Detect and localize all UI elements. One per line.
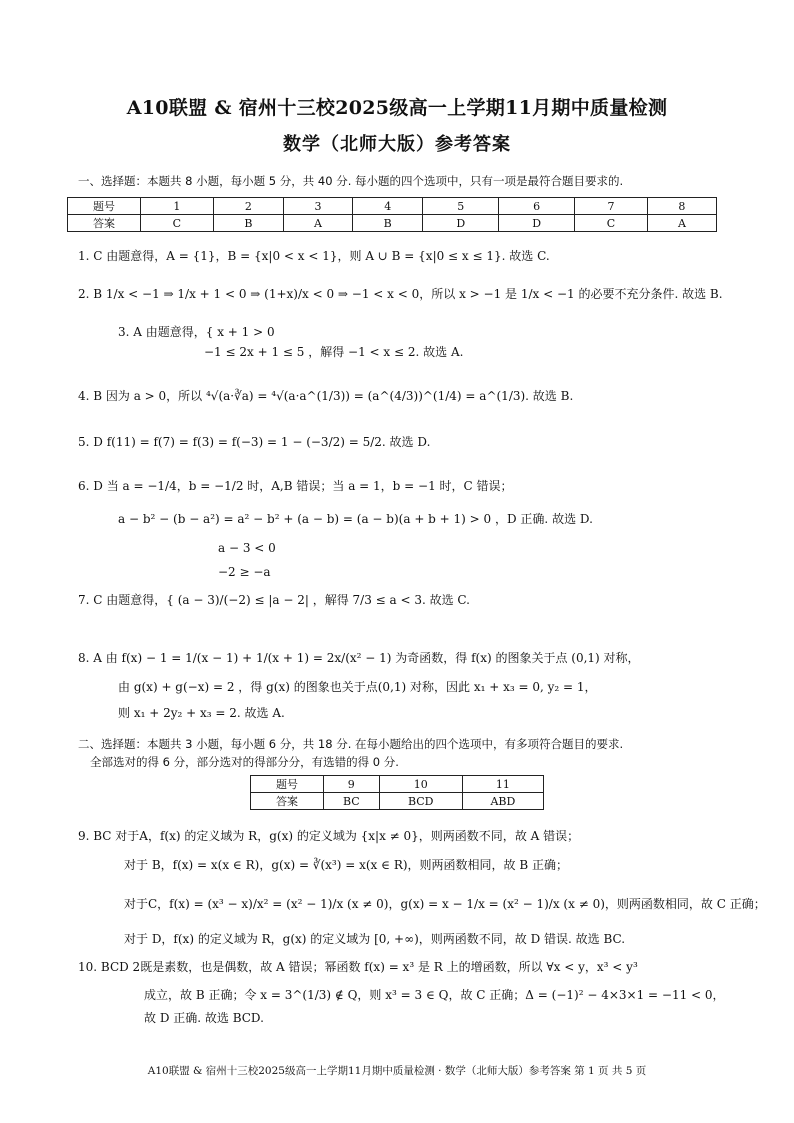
table-cell: A xyxy=(647,215,716,232)
table-cell: A xyxy=(283,215,352,232)
table-row xyxy=(68,215,717,232)
solution-9-line4: 对于 D，f(x) 的定义域为 R，g(x) 的定义域为 [0, +∞)，则两函数不同，故 D 错误. 故选 BC. xyxy=(124,932,626,946)
table-cell: 5 xyxy=(423,198,499,215)
solution-7-line3: 7. C 由题意得，{ (a − 3)/(−2) ≤ |a − 2| ，解得 7/3 ≤ a < 3. 故选 C. xyxy=(78,593,470,607)
page-footer: A10联盟 & 宿州十三校2025级高一上学期11月期中质量检测 · 数学（北师大版）参考答案 第 1 页 共 5 页 xyxy=(147,1065,647,1077)
answer-table-2 xyxy=(250,775,544,810)
solution-9-line2: 对于 B，f(x) = x(x ∈ R)，g(x) = ∛(x³) = x(x ∈ R)，则两函数相同，故 B 正确； xyxy=(124,858,568,872)
table-cell: BCD xyxy=(379,793,462,810)
table-cell: B xyxy=(213,215,283,232)
section1-heading: 一、选择题：本题共 8 小题，每小题 5 分，共 40 分. 每小题的四个选项中，只有一项是最符合题目要求的. xyxy=(78,174,624,188)
solution-3-line1: 3. A 由题意得，{ x + 1 > 0 xyxy=(118,325,275,339)
solution-8-line3: 则 x₁ + 2y₂ + x₃ = 2. 故选 A. xyxy=(118,706,285,720)
section2-subheading: 全部选对的得 6 分，部分选对的得部分分，有选错的得 0 分. xyxy=(90,755,399,769)
table-cell: 9 xyxy=(324,776,380,793)
solution-1: 1. C 由题意得，A = {1}，B = {x|0 < x < 1}，则 A ∪ B = {x|0 ≤ x ≤ 1}. 故选 C. xyxy=(78,249,550,263)
table-cell: 8 xyxy=(647,198,716,215)
table-row xyxy=(68,198,717,215)
table-cell: 2 xyxy=(213,198,283,215)
solution-10-line2: 成立，故 B 正确；令 x = 3^(1/3) ∉ Q，则 x³ = 3 ∈ Q，故 C 正确；Δ = (−1)² − 4×3×1 = −11 < 0， xyxy=(144,988,725,1002)
table-cell: 3 xyxy=(283,198,352,215)
table-row-label: 答案 xyxy=(68,215,141,232)
page-title: A10联盟 & 宿州十三校2025级高一上学期11月期中质量检测 xyxy=(126,97,668,119)
table-row-label: 题号 xyxy=(68,198,141,215)
section2-heading: 二、选择题：本题共 3 小题，每小题 6 分，共 18 分. 在每小题给出的四个选项中，有多项符合题目的要求. xyxy=(78,737,624,751)
solution-9-line1: 9. BC 对于A，f(x) 的定义域为 R，g(x) 的定义域为 {x|x ≠ 0}，则两函数不同，故 A 错误； xyxy=(78,829,580,843)
table-cell: D xyxy=(423,215,499,232)
table-cell: C xyxy=(575,215,648,232)
page-subtitle: 数学（北师大版）参考答案 xyxy=(283,134,511,155)
solution-3-line2: −1 ≤ 2x + 1 ≤ 5 ，解得 −1 < x ≤ 2. 故选 A. xyxy=(204,345,464,359)
solution-8-line1: 8. A 由 f(x) − 1 = 1/(x − 1) + 1/(x + 1) = 2x/(x² − 1) 为奇函数，得 f(x) 的图象关于点 (0,1) 对称， xyxy=(78,651,640,665)
table-cell: 7 xyxy=(575,198,648,215)
table-cell: 6 xyxy=(499,198,575,215)
table-row xyxy=(251,776,544,793)
table-cell: D xyxy=(499,215,575,232)
solution-10-line1: 10. BCD 2既是素数，也是偶数，故 A 错误；幂函数 f(x) = x³ 是 R 上的增函数，所以 ∀x < y，x³ < y³ xyxy=(78,960,638,974)
table-cell: B xyxy=(353,215,423,232)
solution-5: 5. D f(11) = f(7) = f(3) = f(−3) = 1 − (−3/2) = 5/2. 故选 D. xyxy=(78,435,431,449)
solution-2: 2. B 1/x < −1 ⇒ 1/x + 1 < 0 ⇒ (1+x)/x < 0 ⇒ −1 < x < 0，所以 x > −1 是 1/x < −1 的必要不充分条件. 故选 B. xyxy=(78,287,723,301)
solution-4: 4. B 因为 a > 0，所以 ⁴√(a·∛a) = ⁴√(a·a^(1/3)) = (a^(4/3))^(1/4) = a^(1/3). 故选 B. xyxy=(78,389,574,403)
solution-6-line2: a − b² − (b − a²) = a² − b² + (a − b) = (a − b)(a + b + 1) > 0 ，D 正确. 故选 D. xyxy=(118,512,593,526)
table-row xyxy=(251,793,544,810)
table-cell: 10 xyxy=(379,776,462,793)
solution-9-line3: 对于C，f(x) = (x³ − x)/x² = (x² − 1)/x (x ≠ 0)，g(x) = x − 1/x = (x² − 1)/x (x ≠ 0)，则两函数相同，故 C 正确； xyxy=(124,897,766,911)
solution-7-line1: a − 3 < 0 xyxy=(218,541,276,555)
table-cell: 1 xyxy=(141,198,214,215)
table-cell: BC xyxy=(324,793,380,810)
table-cell: C xyxy=(141,215,214,232)
table-cell: 4 xyxy=(353,198,423,215)
table-row-label: 答案 xyxy=(251,793,324,810)
table-cell: ABD xyxy=(462,793,543,810)
solution-10-line3: 故 D 正确. 故选 BCD. xyxy=(144,1011,264,1025)
solution-8-line2: 由 g(x) + g(−x) = 2 ，得 g(x) 的图象也关于点(0,1) 对称，因此 x₁ + x₃ = 0, y₂ = 1， xyxy=(118,680,597,694)
table-row-label: 题号 xyxy=(251,776,324,793)
answer-table-1 xyxy=(67,197,717,232)
table-cell: 11 xyxy=(462,776,543,793)
solution-7-line2: −2 ≥ −a xyxy=(218,565,271,579)
solution-6-line1: 6. D 当 a = −1/4，b = −1/2 时，A,B 错误；当 a = 1，b = −1 时，C 错误； xyxy=(78,479,513,493)
